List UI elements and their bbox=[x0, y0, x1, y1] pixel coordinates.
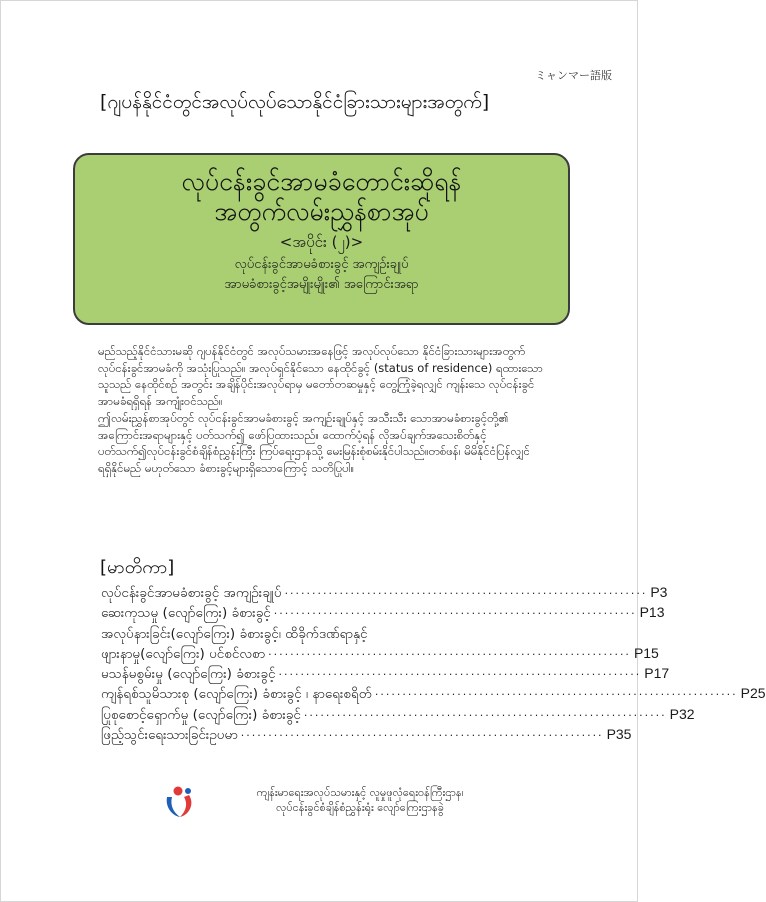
toc-item[interactable] bbox=[101, 726, 632, 746]
toc-leader-dots: ·································································· bbox=[284, 587, 648, 600]
toc-item[interactable] bbox=[101, 584, 668, 604]
title-line-2: အတွက်လမ်းညွှန်စာအုပ် bbox=[214, 197, 429, 226]
toc-item-page: P32 bbox=[669, 705, 695, 722]
toc-item[interactable] bbox=[101, 644, 659, 665]
toc-item-page: P25 bbox=[740, 685, 766, 702]
toc-leader-dots: ·································································· bbox=[278, 668, 642, 682]
title-box bbox=[73, 153, 570, 325]
toc-item-page: P17 bbox=[644, 665, 670, 682]
toc-leader-dots: ·································································· bbox=[303, 708, 667, 722]
intro-paragraph-2: ဤလမ်းညွှန်စာအုပ်တွင် လုပ်ငန်းခွင်အာမခံစားခွင့် အကျဉ်းချုပ်နှင့် အသီးသီး သောအာမခံစားခွင့်တို့၏ အကြောင်းအရာများနှင့် ပတ်သက်၍ ဖော်ပြထားသည်။ ထောက်ပံ့ရန် လိုအပ်ချက်အသေးစိတ်နှင့်ပတ်သက်၍လုပ်ငန်းခွင်စံချိန်စံညွှန်းကြီး ကြပ်ရေးဌာနသို့ မေးမြန်းစုံစမ်းနိုင်ပါသည်။တစ်ဖန်၊ မိမိနိုင်ငံပြန်လျှင် ရရှိနိုင်မည် မဟုတ်သော ခံစားခွင့်များရှိသောကြောင့် သတိပြုပါ။ bbox=[98, 410, 530, 475]
language-tag: ミャンマー語版 bbox=[535, 69, 612, 82]
toc-item[interactable] bbox=[101, 604, 665, 624]
toc-item-title: အလုပ်နားခြင်း(လျော်ကြေး) ခံစားခွင့်၊ ထိခိုက်ဒဏ်ရာနှင့် bbox=[101, 625, 368, 642]
toc-item-page: P35 bbox=[606, 726, 632, 743]
table-of-contents bbox=[101, 584, 766, 746]
toc-item-title: ကျန်ရစ်သူမိသားစု (လျော်ကြေး) ခံစားခွင့် ၊ နာရေးစရိတ် bbox=[101, 686, 372, 703]
toc-leader-dots: ·································································· bbox=[240, 729, 604, 743]
toc-item-title: ပြုစုစောင့်ရှောက်မှု (လျော်ကြေး) ခံစားခွင့် bbox=[101, 706, 301, 723]
intro-paragraph-1: မည်သည့်နိုင်ငံသားမဆို ဂျပန်နိုင်ငံတွင် အလုပ်သမားအနေဖြင့် အလုပ်လုပ်သော နိုင်ငံခြားသားများအတွက် လုပ်ငန်းခွင်အာမခံကို အသုံးပြုသည်။ အလုပ်ရှင်နိုင်သော နေထိုင်ခွင့် (status of residence) ရထားသောသူသည် နေထိုင်စဉ် အတွင်း အချိန်ပိုင်းအလုပ်ရာမှ မတော်တဆမှုနှင့် တွေ့ကြုံခဲ့ရလျှင် ကျန်းသေ လုပ်ငန်းခွင်အာမခံရရှိရန် အကျုံးဝင်သည်။ bbox=[98, 344, 543, 409]
toc-leader-dots: ·································································· bbox=[374, 688, 738, 702]
publisher-info bbox=[210, 785, 510, 815]
part-description-2: အာမခံစားခွင့်အမျိုးမျိုး၏ အကြောင်းအရာ bbox=[224, 277, 419, 292]
audience-subtitle: [ဂျပန်နိုင်ငံတွင်အလုပ်လုပ်သောနိုင်ငံခြားသားများအတွက်] bbox=[100, 91, 490, 113]
publisher-line-1: ကျန်းမာရေးအလုပ်သမားနှင့် လူမှုဖူလုံရေးဝန်ကြီးဌာန၊ bbox=[256, 786, 464, 799]
toc-heading: [မာတိကာ] bbox=[100, 557, 175, 578]
toc-item[interactable] bbox=[101, 685, 766, 705]
intro-text bbox=[98, 343, 546, 477]
toc-item-title: ဆေးကုသမှု (လျော်ကြေး) ခံစားခွင့် bbox=[101, 605, 271, 622]
title-line-1: လုပ်ငန်းခွင်အာမခံတောင်းဆိုရန် bbox=[181, 167, 462, 196]
toc-item-title: ဖြည့်သွင်းရေးသားခြင်းဥပမာ bbox=[101, 727, 238, 744]
publisher-line-2: လုပ်ငန်းခွင်စံချိန်စံညွှန်းရုံး လျော်ကြေးဌာနခွဲ bbox=[276, 801, 444, 814]
toc-item-page: P13 bbox=[639, 604, 665, 621]
toc-item-title: ဖျားနာမှု(လျော်ကြေး) ပင်စင်လစာ bbox=[101, 645, 266, 662]
toc-item[interactable] bbox=[101, 705, 695, 726]
toc-item-title: မသန်မစွမ်းမှု (လျော်ကြေး) ခံစားခွင့် bbox=[101, 666, 276, 683]
ministry-logo-icon bbox=[161, 782, 199, 820]
part-label: <အပိုင်း (၂)> bbox=[279, 233, 364, 251]
toc-item-page: P15 bbox=[633, 644, 659, 661]
toc-leader-dots: ·································································· bbox=[273, 607, 637, 621]
toc-item[interactable] bbox=[101, 625, 563, 645]
toc-item-title: လုပ်ငန်းခွင်အာမခံစားခွင့် အကျဉ်းချုပ် bbox=[101, 585, 282, 601]
toc-leader-dots: ·································································· bbox=[268, 647, 631, 661]
toc-item-page: P3 bbox=[650, 584, 668, 600]
toc-item[interactable] bbox=[101, 665, 670, 685]
part-description-1: လုပ်ငန်းခွင်အာမခံစားခွင့် အကျဉ်းချုပ် bbox=[234, 257, 409, 272]
